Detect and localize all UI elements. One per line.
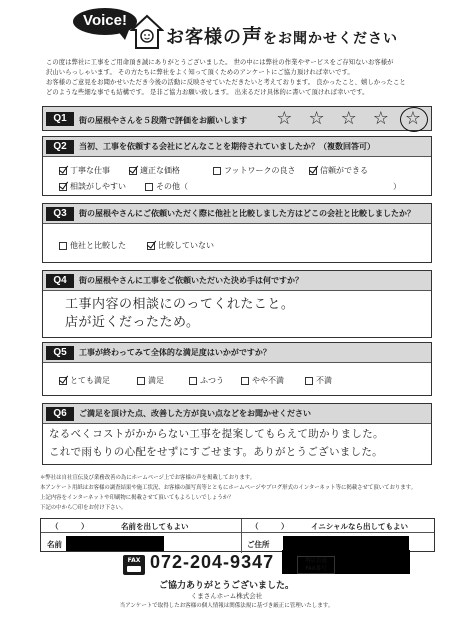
checkbox[interactable] [213,167,221,175]
checkbox[interactable] [305,377,313,385]
option-paren-initial[interactable]: （ ） [251,522,289,531]
title-part3: をお聞かせください [263,31,398,47]
star-icon[interactable]: ☆ [372,108,389,129]
question-6-header [43,404,431,424]
question-text: ご満足を頂けた点、改善した方が良い点などをお聞かせください [79,409,311,418]
question-5-header [43,343,431,363]
answer-line: 店が近くだったため。 [65,315,200,330]
option-initial-ok: イニシャルなら出してもよい [311,522,409,531]
title-part2: 声 [242,24,263,48]
checkbox[interactable] [309,167,317,175]
question-number: Q5 [46,346,74,360]
star-icon[interactable]: ☆ [276,108,293,129]
checkbox[interactable] [59,242,67,250]
header [0,0,453,62]
fax-icon-label: FAX [127,557,141,564]
option-label: ふつう [200,376,224,385]
option-label: 相談がしやすい [70,182,126,191]
checkbox[interactable] [137,377,145,385]
fax-icon [123,555,145,575]
redacted-address [283,536,409,551]
question-number: Q3 [46,207,74,221]
privacy-note: 当アンケートで取得したお客様の個人情報は関係法規に基づき厳正に管理いたします。 [119,603,334,609]
intro-line: どのような些細な事でも結構です。 是非ご協力お願い致します。 出来るだけ具体的に書いて頂ければ幸いです。 [46,89,369,96]
page-title [166,20,398,49]
option-compared[interactable] [59,240,126,251]
checkbox[interactable] [147,242,155,250]
option-very-satisfied[interactable] [59,375,110,386]
question-number: Q1 [46,112,74,126]
fax-tag-line: 堺店直通 [304,558,327,564]
fax-number[interactable]: 072-204-9347 [150,552,275,572]
house-icon [130,14,164,50]
option-other[interactable] [145,181,188,192]
other-close-paren: ） [393,182,401,191]
question-3-header [43,204,431,224]
checkbox[interactable] [59,377,67,385]
question-number: Q6 [46,407,74,421]
option-label: とても満足 [70,376,110,385]
answer-line: 工事内容の相談にのってくれたこと。 [65,297,295,312]
checkbox[interactable] [189,377,197,385]
star-rating[interactable] [276,109,421,129]
checkbox[interactable] [59,167,67,175]
note-line: ＊弊社は自社宣伝及び業務改善の為にホームページ上でお客様の声を掲載しております。 [40,475,256,481]
question-text: 工事が終わってみて全体的な満足度はいかがですか？ [79,348,271,357]
question-3 [42,203,432,263]
intro-text [46,58,416,98]
question-6 [42,403,432,465]
question-1-header [42,106,432,131]
option-fair-price[interactable] [129,165,180,176]
intro-line: 沢山いらっしゃいます。 その方たちに弊社をよく知って頂くためのアンケートにご協力頂ければ幸いです。 [46,69,354,76]
thanks-message: ご協力ありがとうございました。 [158,581,294,591]
redacted-name [66,536,164,551]
question-1 [42,106,432,131]
consent-form [40,518,435,552]
option-normal[interactable] [189,375,224,386]
note-line: 上記内容をインターネットや印刷物に掲載させて頂いてもよろしいでしょうか？ [40,495,234,501]
form-divider [241,519,242,553]
checkbox[interactable] [241,377,249,385]
note-line: 本アンケート用紙はお客様の調査結果や施工状況、お客様の顔写真等とともにホームページやブログ形式のインターネット等に掲載させて頂いております。 [40,485,416,491]
publication-notes [40,473,440,513]
checkbox[interactable] [145,183,153,191]
checkbox[interactable] [129,167,137,175]
option-careful-work[interactable] [59,165,110,176]
option-trustworthy[interactable] [309,165,368,176]
question-text: 街の屋根やさんにご依頼いただく際に他社と比較しました方はどこの会社と比較しましたか？ [79,209,415,218]
question-text: 街の屋根やさんを５段階で評価をお願いします [79,116,247,125]
option-label: 適正な価格 [140,166,180,175]
star-icon[interactable]: ☆ [308,108,325,129]
option-not-compared[interactable] [147,240,214,251]
note-line: 下記の中から〇印をお付け下さい。 [40,505,127,511]
question-2-header [43,137,431,157]
option-name-ok: 名前を出してもよい [121,522,189,531]
question-5 [42,342,432,396]
company-name: くまさんホーム株式会社 [190,592,263,600]
question-2 [42,136,432,196]
fax-tag [297,556,335,574]
option-label: 他社と比較した [70,241,126,250]
star-icon[interactable]: ☆ [340,108,357,129]
checkbox[interactable] [59,183,67,191]
option-easy-consult[interactable] [59,181,126,192]
title-part1: お客様の [166,27,242,48]
option-label: やや不満 [252,376,284,385]
option-label: フットワークの良さ [224,166,296,175]
question-number: Q2 [46,140,74,154]
address-label: ご住所 [247,540,270,549]
option-satisfied[interactable] [137,375,164,386]
option-label: 不満 [316,376,332,385]
option-footwork[interactable] [213,165,295,176]
option-dissatisfied[interactable] [305,375,332,386]
voice-badge: Voice! [83,12,127,29]
option-slightly-dissatisfied[interactable] [241,375,284,386]
intro-line: お客様のご意見をお聞かせいただき今後の活動に反映させていただきたいと考えております。 良かったこと、嬉しかったこと [46,79,406,86]
fax-tag-line: FAX番号 [305,566,327,572]
question-4 [42,270,432,338]
option-paren-name[interactable]: （ ） [51,522,89,531]
option-label: 満足 [148,376,164,385]
star-icon-selected[interactable]: ☆ [404,108,421,129]
answer-line: これで雨もりの心配をせずにすごせます。ありがとうございました。 [49,446,383,458]
question-text: 街の屋根やさんに工事をご依頼いただいた決め手は何ですか？ [79,276,303,285]
question-number: Q4 [46,274,74,288]
voice-bubble [73,8,137,35]
option-label: 丁寧な仕事 [70,166,110,175]
name-label: 名前 [47,540,62,549]
option-label: その他（ [156,182,188,191]
question-4-header [43,271,431,291]
intro-line: この度は弊社に工事をご用命頂き誠にありがとうございました。 世の中には弊社の作業やサービスをご存知ないお客様が [46,59,394,66]
option-label: 比較していない [158,241,214,250]
option-label: 信頼ができる [320,166,368,175]
answer-line: なるべくコストがかからない工事を提案してもらえて助かりました。 [49,428,384,440]
question-text: 当初、工事を依頼する会社にどんなことを期待されていましたか？（複数回答可） [79,142,375,151]
